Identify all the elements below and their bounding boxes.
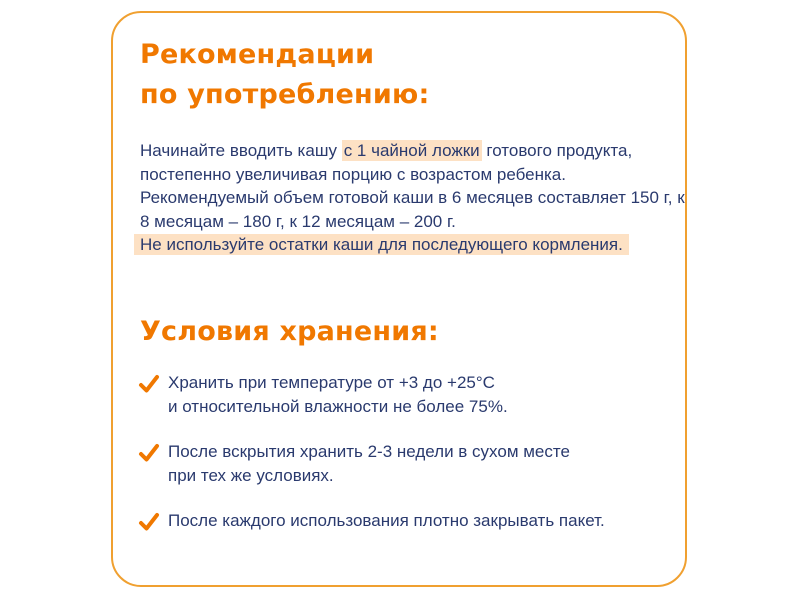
storage-item (138, 509, 678, 533)
checkmark-icon (138, 511, 160, 533)
storage-item-line1: Хранить при температуре от +3 до +25°C (168, 373, 495, 392)
storage-item-line1: После вскрытия хранить 2-3 недели в сухом месте (168, 442, 570, 461)
checkmark-icon (138, 442, 160, 464)
recommendations-text (140, 139, 685, 257)
recommendations-text-start: Начинайте вводить кашу (140, 141, 342, 160)
highlight-leftovers: Не используйте остатки каши для последующего кормления. (134, 234, 629, 255)
recommendations-title (140, 35, 429, 115)
checkmark-icon (138, 373, 160, 395)
recommendations-title-line1: Рекомендации (140, 39, 375, 70)
storage-item-line1: После каждого использования плотно закрывать пакет. (168, 511, 605, 530)
storage-item-text (168, 371, 508, 418)
storage-item-text (168, 509, 605, 533)
recommendations-text-middle: готового продукта, постепенно увеличивая порцию с возрастом ребенка. Рекомендуемый объем готовой каши в 6 месяцев составляет 150 г, к 8 месяцам – 180 г, к 12 месяцам – 200 г. (140, 141, 685, 231)
storage-item-text (168, 440, 570, 487)
storage-item (138, 440, 678, 487)
storage-item (138, 371, 678, 418)
storage-item-line2: при тех же условиях. (168, 465, 334, 485)
highlight-spoon: с 1 чайной ложки (343, 141, 480, 160)
storage-item-line2: и относительной влажности не более 75%. (168, 396, 508, 416)
recommendations-title-line2: по употреблению: (140, 79, 430, 110)
storage-title: Условия хранения: (140, 316, 439, 347)
